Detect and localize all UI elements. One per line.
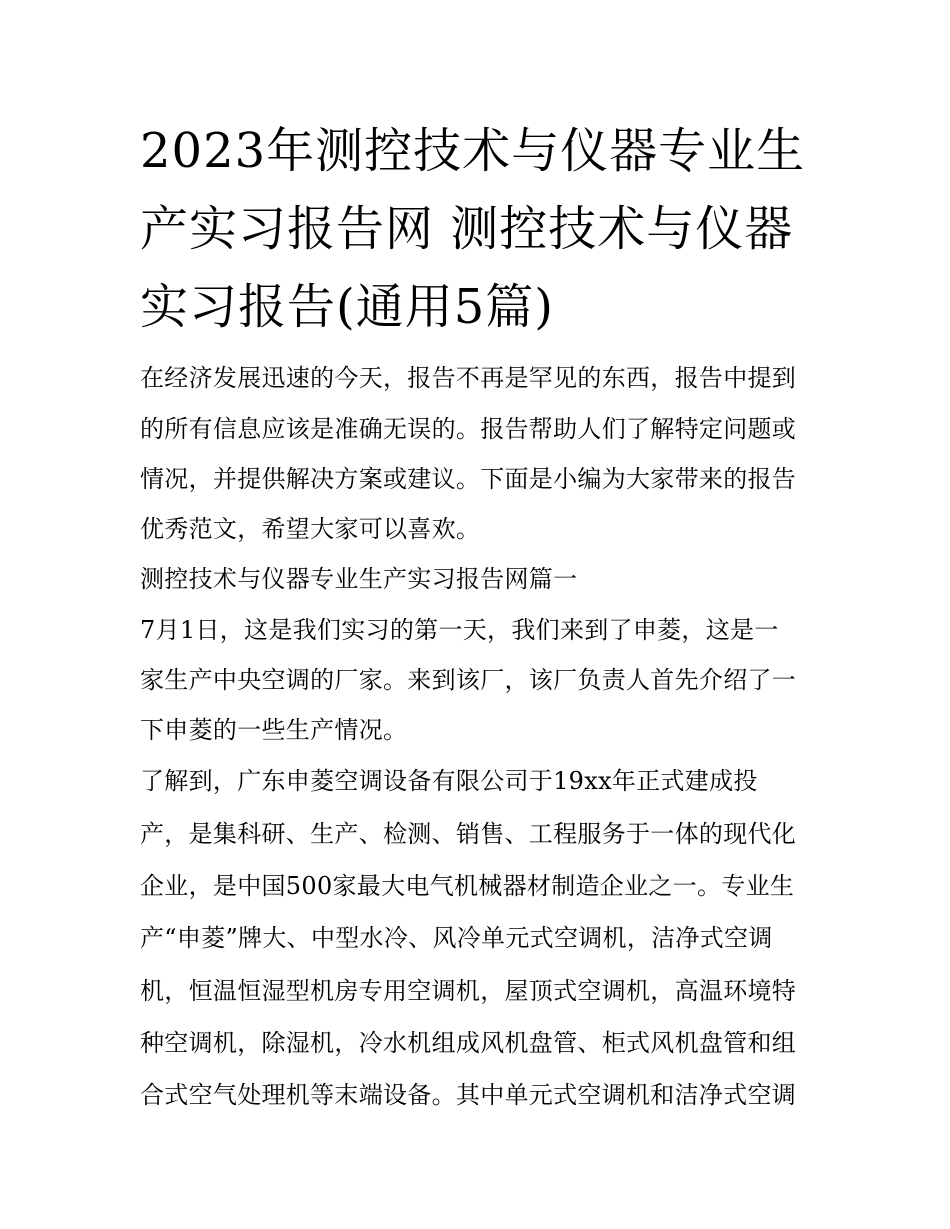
body-line-10: 产，是集科研、生产、检测、销售、工程服务于一体的现代化 [140,820,797,848]
body-line-12: 产“申菱”牌大、中型水冷、风冷单元式空调机，洁净式空调 [140,924,773,952]
body-line-3: 情况，并提供解决方案或建议。下面是小编为大家带来的报告 [140,465,797,493]
body-line-7: 家生产中央空调的厂家。来到该厂，该厂负责人首先介绍了一 [140,666,797,694]
body-line-4: 优秀范文，希望大家可以喜欢。 [140,515,481,543]
body-line-6: 7月1日，这是我们实习的第一天，我们来到了申菱，这是一 [140,616,779,644]
body-line-1: 在经济发展迅速的今天，报告不再是罕见的东西，报告中提到 [140,364,797,392]
body-line-14: 种空调机，除湿机，冷水机组成风机盘管、柜式风机盘管和组 [140,1029,797,1057]
section-heading: 测控技术与仪器专业生产实习报告网篇一 [140,565,578,593]
title-line-3: 实习报告(通用5篇) [140,279,554,335]
body-line-11: 企业，是中国500家最大电气机械器材制造企业之一。专业生 [140,872,795,900]
body-line-13: 机，恒温恒湿型机房专用空调机，屋顶式空调机，高温环境特 [140,977,797,1005]
body-line-8: 下申菱的一些生产情况。 [140,716,408,744]
title-line-2: 产实习报告网 测控技术与仪器 [140,201,794,257]
body-line-2: 的所有信息应该是准确无误的。报告帮助人们了解特定问题或 [140,415,797,443]
body-line-15: 合式空气处理机等末端设备。其中单元式空调机和洁净式空调 [140,1081,797,1109]
body-line-9: 了解到，广东申菱空调设备有限公司于19xx年正式建成投 [140,767,758,795]
title-line-1: 2023年测控技术与仪器专业生 [140,123,806,179]
document-title [140,112,820,346]
